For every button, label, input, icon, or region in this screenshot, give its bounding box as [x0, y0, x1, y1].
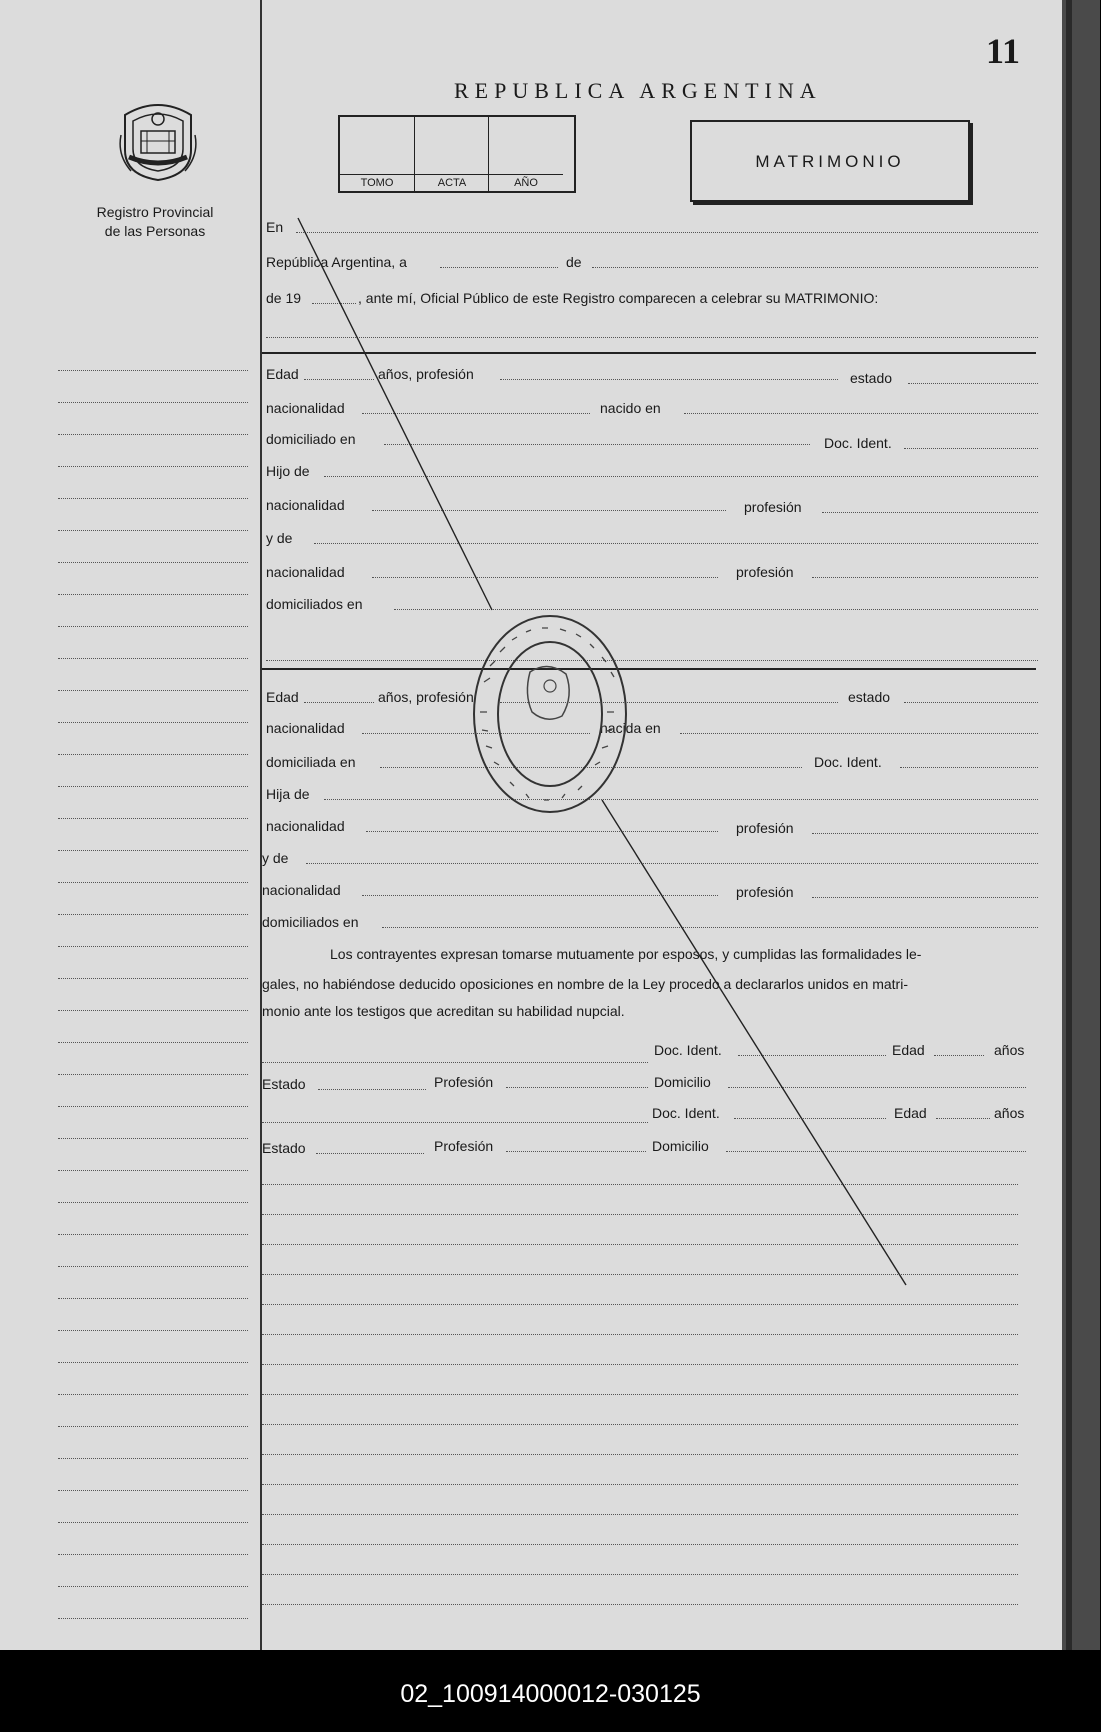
tomo-label: TOMO: [340, 174, 414, 191]
intro-republica: República Argentina, a: [266, 254, 407, 270]
groom-doc-label: Doc. Ident.: [824, 435, 892, 451]
declaration-line-1: Los contrayentes expresan tomarse mutuamente por esposos, y cumplidas las formalidades le-: [330, 946, 922, 962]
registry-name-line1: Registro Provincial: [96, 204, 214, 220]
groom-prof-padre-label: profesión: [744, 499, 802, 515]
groom-nac-padre-label: nacionalidad: [266, 497, 345, 513]
witness1-estado-label: Estado: [262, 1076, 306, 1092]
witness1-profesion-label: Profesión: [434, 1074, 494, 1090]
bride-nacida-label: nacida en: [600, 720, 661, 736]
groom-domicilio-label: domiciliado en: [266, 431, 356, 447]
intro-en: En: [266, 219, 284, 235]
declaration-line-3: monio ante los testigos que acreditan su habilidad nupcial.: [262, 1003, 625, 1019]
bride-nacionalidad-label: nacionalidad: [266, 720, 345, 736]
groom-nacionalidad-label: nacionalidad: [266, 400, 345, 416]
act-type-label: MATRIMONIO: [755, 152, 905, 171]
book-binding-edge: [1066, 0, 1072, 1650]
groom-hijo-label: Hijo de: [266, 463, 310, 479]
witness2-doc-label: Doc. Ident.: [652, 1105, 720, 1121]
bride-prof-padre-label: profesión: [736, 820, 794, 836]
bride-prof-madre-label: profesión: [736, 884, 794, 900]
witness1-doc-label: Doc. Ident.: [654, 1042, 722, 1058]
groom-edad-label: Edad: [266, 366, 299, 382]
scan-identifier: 02_100914000012-030125: [400, 1680, 701, 1708]
groom-profesion-label: años, profesión: [378, 366, 474, 382]
bride-madre-label: y de: [262, 850, 289, 866]
registry-stamp-icon: [470, 612, 630, 822]
bride-edad-label: Edad: [266, 689, 299, 705]
witness1-domicilio-label: Domicilio: [654, 1074, 711, 1090]
groom-estado-label: estado: [850, 370, 893, 386]
bride-nac-madre-label: nacionalidad: [262, 882, 341, 898]
declaration-line-2: gales, no habiéndose deducido oposiciones en nombre de la Ley procedo a declararlos unidos en matri-: [262, 976, 908, 992]
bride-hija-label: Hija de: [266, 786, 310, 802]
intro-de: de: [566, 254, 582, 270]
document-title: REPUBLICA ARGENTINA: [454, 78, 822, 103]
witness2-profesion-label: Profesión: [434, 1138, 494, 1154]
groom-domiciliados-label: domiciliados en: [266, 596, 363, 612]
acta-label: ACTA: [414, 174, 489, 191]
groom-nac-madre-label: nacionalidad: [266, 564, 345, 580]
cancellation-line-lower: [602, 800, 906, 1285]
intro-year-prefix: de 19: [266, 290, 302, 306]
ano-label: AÑO: [488, 174, 563, 191]
witness2-edad-label: Edad: [894, 1105, 927, 1121]
bride-estado-label: estado: [848, 689, 891, 705]
bride-profesion-label: años, profesión: [378, 689, 474, 705]
witness2-anos-label: años: [994, 1105, 1025, 1121]
intro-statement: , ante mí, Oficial Público de este Registro comparecen a celebrar su MATRIMONIO:: [358, 290, 879, 306]
groom-prof-madre-label: profesión: [736, 564, 794, 580]
bride-domicilio-label: domiciliada en: [266, 754, 356, 770]
bride-domiciliados-label: domiciliados en: [262, 914, 359, 930]
cancellation-line-upper: [298, 218, 492, 610]
witness2-estado-label: Estado: [262, 1140, 306, 1156]
witness1-anos-label: años: [994, 1042, 1025, 1058]
bride-doc-label: Doc. Ident.: [814, 754, 882, 770]
witness1-edad-label: Edad: [892, 1042, 925, 1058]
groom-nacido-label: nacido en: [600, 400, 661, 416]
page-number: 11: [986, 31, 1021, 71]
registry-name-line2: de las Personas: [104, 223, 206, 239]
groom-madre-label: y de: [266, 530, 293, 546]
witness2-domicilio-label: Domicilio: [652, 1138, 709, 1154]
bride-nac-padre-label: nacionalidad: [266, 818, 345, 834]
